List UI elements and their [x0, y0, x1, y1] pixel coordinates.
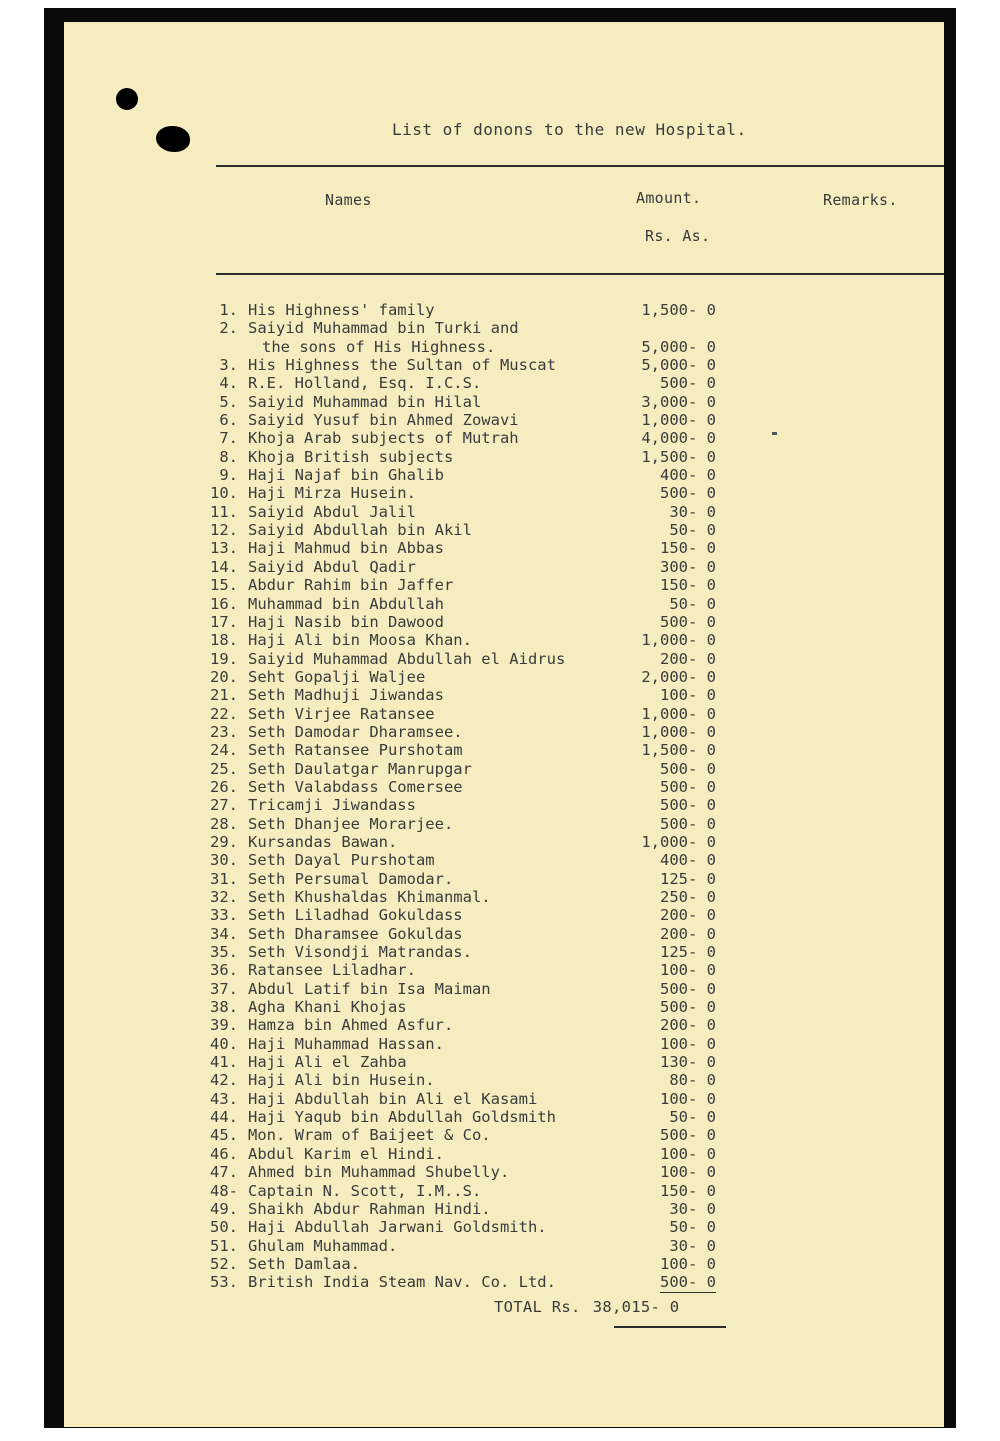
donor-number: 15.: [210, 576, 238, 595]
donor-name: Haji Mahmud bin Abbas: [248, 539, 444, 558]
donor-row: [210, 851, 730, 869]
donor-amount: 1,000- 0: [641, 704, 716, 723]
donor-row: [210, 301, 730, 319]
donor-number: 45.: [210, 1126, 238, 1145]
donor-amount: 50- 0: [669, 594, 716, 613]
donor-amount: 200- 0: [660, 1016, 716, 1035]
donor-row: [210, 1053, 730, 1071]
donor-number: 13.: [210, 539, 238, 558]
donor-row: [210, 1255, 730, 1273]
punch-hole: [116, 88, 138, 110]
donor-row: [210, 393, 730, 411]
donor-name: Haji Ali el Zahba: [248, 1053, 407, 1072]
donor-amount: 400- 0: [660, 466, 716, 485]
donor-row: [210, 558, 730, 576]
donor-number: 18.: [210, 631, 238, 650]
donor-row: [210, 521, 730, 539]
donor-row: [210, 576, 730, 594]
donor-number: 27.: [210, 796, 238, 815]
donor-row: [210, 484, 730, 502]
donor-amount: 5,000- 0: [641, 356, 716, 375]
donor-row: [210, 613, 730, 631]
header-rule-bottom: [216, 273, 944, 275]
donor-number: 41.: [210, 1053, 238, 1072]
donor-amount: 30- 0: [669, 502, 716, 521]
donor-row: [210, 686, 730, 704]
donor-number: 26.: [210, 777, 238, 796]
donor-name: Captain N. Scott, I.M..S.: [248, 1181, 482, 1200]
donor-name: Seth Visondji Matrandas.: [248, 943, 472, 962]
donor-name: Seth Liladhad Gokuldass: [248, 906, 463, 925]
donor-number: 4.: [219, 374, 238, 393]
donor-name: Muhammad bin Abdullah: [248, 594, 444, 613]
donor-name: Haji Muhammad Hassan.: [248, 1034, 444, 1053]
donor-amount: 3,000- 0: [641, 392, 716, 411]
header-rule-top: [216, 165, 944, 167]
donor-number: 53.: [210, 1273, 238, 1292]
donor-row: [210, 650, 730, 668]
donor-name: Seth Ratansee Purshotam: [248, 741, 463, 760]
donor-name: Seth Dharamsee Gokuldas: [248, 924, 463, 943]
donor-name: Saiyid Abdul Jalil: [248, 502, 416, 521]
donor-row: [210, 631, 730, 649]
column-header-remarks: Remarks.: [823, 191, 898, 209]
donor-number: 24.: [210, 741, 238, 760]
donor-amount: 100- 0: [660, 961, 716, 980]
donor-amount: 500- 0: [660, 484, 716, 503]
donor-name: Saiyid Muhammad Abdullah el Aidrus: [248, 649, 566, 668]
donor-name: Hamza bin Ahmed Asfur.: [248, 1016, 454, 1035]
donor-amount: 100- 0: [660, 1254, 716, 1273]
donor-name: Seth Damlaa.: [248, 1254, 360, 1273]
donor-amount: 130- 0: [660, 1053, 716, 1072]
donor-amount: 5,000- 0: [641, 337, 716, 356]
donor-row: [210, 980, 730, 998]
donor-name: Haji Yaqub bin Abdullah Goldsmith: [248, 1108, 556, 1127]
donor-row: [210, 778, 730, 796]
donor-list: [210, 301, 730, 1292]
donor-amount: 500- 0: [660, 814, 716, 833]
donor-amount: 200- 0: [660, 906, 716, 925]
donor-amount: 500- 0: [660, 1126, 716, 1145]
total-underline: [614, 1326, 726, 1328]
donor-number: 3.: [219, 356, 238, 375]
donor-name: Kursandas Bawan.: [248, 832, 398, 851]
donor-amount: 100- 0: [660, 1034, 716, 1053]
donor-number: 37.: [210, 979, 238, 998]
total-line: [494, 1298, 679, 1316]
donor-amount: 250- 0: [660, 888, 716, 906]
donor-number: 49.: [210, 1199, 238, 1218]
donor-amount: 50- 0: [669, 521, 716, 540]
donor-amount: 500- 0: [660, 796, 716, 815]
donor-name: His Highness' family: [248, 301, 435, 319]
donor-number: 29.: [210, 832, 238, 851]
donor-row: [210, 1035, 730, 1053]
donor-row: [210, 1237, 730, 1255]
total-label: TOTAL Rs.: [494, 1298, 581, 1316]
donor-amount: 200- 0: [660, 649, 716, 668]
donor-number: 40.: [210, 1034, 238, 1053]
donor-name: Mon. Wram of Baijeet & Co.: [248, 1126, 491, 1145]
donor-amount: 500- 0: [660, 759, 716, 778]
donor-amount: 400- 0: [660, 851, 716, 870]
donor-name: Khoja Arab subjects of Mutrah: [248, 429, 519, 448]
donor-amount: 50- 0: [669, 1108, 716, 1127]
donor-number: 38.: [210, 998, 238, 1017]
donor-name: Seht Gopalji Waljee: [248, 667, 426, 686]
donor-name: Seth Valabdass Comersee: [248, 777, 463, 796]
donor-amount: 500- 0: [660, 777, 716, 796]
donor-name: Ghulam Muhammad.: [248, 1236, 398, 1255]
donor-amount: 30- 0: [669, 1199, 716, 1218]
donor-row: [210, 723, 730, 741]
donor-amount: 100- 0: [660, 1089, 716, 1108]
donor-name: Agha Khani Khojas: [248, 998, 407, 1017]
donor-number: 30.: [210, 851, 238, 870]
donor-amount: 1,500- 0: [641, 301, 716, 319]
donor-name: Shaikh Abdur Rahman Hindi.: [248, 1199, 491, 1218]
donor-row: [210, 741, 730, 759]
donor-row: [210, 705, 730, 723]
donor-name: His Highness the Sultan of Muscat: [248, 356, 556, 375]
donor-row: [210, 1273, 730, 1291]
donor-number: 46.: [210, 1144, 238, 1163]
donor-row: [210, 925, 730, 943]
donor-number: 28.: [210, 814, 238, 833]
donor-row: [210, 338, 730, 356]
donor-amount: 150- 0: [660, 1181, 716, 1200]
donor-name: Haji Nasib bin Dawood: [248, 612, 444, 631]
total-value: 38,015- 0: [592, 1298, 680, 1316]
donor-row: [210, 1108, 730, 1126]
donor-amount: 1,500- 0: [641, 741, 716, 760]
donor-amount: 500- 0: [660, 374, 716, 393]
donor-name: Seth Khushaldas Khimanmal.: [248, 888, 491, 906]
donor-row: [210, 668, 730, 686]
donor-amount: 1,500- 0: [641, 447, 716, 466]
donor-row: [210, 539, 730, 557]
donor-name: Seth Virjee Ratansee: [248, 704, 435, 723]
ink-mark: [772, 432, 777, 435]
donor-number: 20.: [210, 667, 238, 686]
donor-number: 14.: [210, 557, 238, 576]
donor-name: Ratansee Liladhar.: [248, 961, 416, 980]
donor-row: [210, 503, 730, 521]
donor-row: [210, 411, 730, 429]
donor-row: [210, 429, 730, 447]
donor-number: 16.: [210, 594, 238, 613]
donor-name: Haji Najaf bin Ghalib: [248, 466, 444, 485]
donor-number: 33.: [210, 906, 238, 925]
donor-number: 12.: [210, 521, 238, 540]
donor-name: Saiyid Abdul Qadir: [248, 557, 416, 576]
donor-row: [210, 1071, 730, 1089]
donor-amount: 100- 0: [660, 686, 716, 705]
donor-number: 48-: [210, 1181, 238, 1200]
donor-name: Saiyid Yusuf bin Ahmed Zowavi: [248, 411, 519, 430]
donor-amount: 100- 0: [660, 1163, 716, 1182]
donor-amount: 4,000- 0: [641, 429, 716, 448]
donor-number: 23.: [210, 722, 238, 741]
donor-number: 50.: [210, 1218, 238, 1237]
donor-name: Saiyid Muhammad bin Hilal: [248, 392, 482, 411]
donor-name: Seth Dayal Purshotam: [248, 851, 435, 870]
donor-row: [210, 998, 730, 1016]
donor-amount: 500- 0: [660, 998, 716, 1017]
donor-name: Abdur Rahim bin Jaffer: [248, 576, 454, 595]
document-page: [64, 22, 944, 1427]
donor-row: [210, 760, 730, 778]
donor-name: Seth Damodar Dharamsee.: [248, 722, 463, 741]
donor-number: 47.: [210, 1163, 238, 1182]
donor-row: [210, 466, 730, 484]
donor-amount: 500- 0: [660, 612, 716, 631]
donor-row: [210, 1126, 730, 1144]
donor-amount: 125- 0: [660, 943, 716, 962]
donor-amount: 100- 0: [660, 1144, 716, 1163]
donor-row: [210, 815, 730, 833]
donor-row: [210, 595, 730, 613]
donor-amount: 1,000- 0: [641, 832, 716, 851]
donor-number: 34.: [210, 924, 238, 943]
donor-amount: 1,000- 0: [641, 631, 716, 650]
donor-amount: 300- 0: [660, 557, 716, 576]
donor-row: [210, 1182, 730, 1200]
donor-name: British India Steam Nav. Co. Ltd.: [248, 1273, 556, 1292]
donor-number: 39.: [210, 1016, 238, 1035]
donor-number: 11.: [210, 502, 238, 521]
donor-row: [210, 1200, 730, 1218]
donor-name: Seth Dhanjee Morarjee.: [248, 814, 454, 833]
donor-row: [210, 1016, 730, 1034]
donor-row: [210, 961, 730, 979]
donor-name: Haji Abdullah Jarwani Goldsmith.: [248, 1218, 547, 1237]
donor-row: [210, 906, 730, 924]
donor-number: 19.: [210, 649, 238, 668]
donor-number: 25.: [210, 759, 238, 778]
donor-number: 17.: [210, 612, 238, 631]
donor-number: 9.: [219, 466, 238, 485]
donor-row: [210, 888, 730, 906]
donor-row: [210, 319, 730, 337]
donor-name: Seth Daulatgar Manrupgar: [248, 759, 472, 778]
donor-name: Saiyid Abdullah bin Akil: [248, 521, 472, 540]
donor-name: Seth Persumal Damodar.: [248, 869, 454, 888]
donor-name: R.E. Holland, Esq. I.C.S.: [248, 374, 482, 393]
donor-amount: 500- 0: [660, 979, 716, 998]
donor-amount: 125- 0: [660, 869, 716, 888]
donor-number: 2.: [219, 319, 238, 338]
donor-row: [210, 796, 730, 814]
donor-number: 51.: [210, 1236, 238, 1255]
donor-row: [210, 1218, 730, 1236]
donor-name: Khoja British subjects: [248, 447, 454, 466]
document-title: List of donons to the new Hospital.: [392, 120, 747, 139]
donor-amount: 30- 0: [669, 1236, 716, 1255]
donor-amount: 150- 0: [660, 576, 716, 595]
donor-row: [210, 833, 730, 851]
donor-amount: 1,000- 0: [641, 411, 716, 430]
donor-name: Seth Madhuji Jiwandas: [248, 686, 444, 705]
donor-name: Haji Mirza Husein.: [248, 484, 416, 503]
column-header-currency: Rs. As.: [645, 227, 711, 245]
donor-row: [210, 448, 730, 466]
donor-amount: 200- 0: [660, 924, 716, 943]
donor-row: [210, 1163, 730, 1181]
donor-number: 43.: [210, 1089, 238, 1108]
donor-number: 6.: [219, 411, 238, 430]
donor-row: [210, 943, 730, 961]
donor-number: 52.: [210, 1254, 238, 1273]
donor-number: 42.: [210, 1071, 238, 1090]
donor-number: 36.: [210, 961, 238, 980]
donor-name: Haji Ali bin Husein.: [248, 1071, 435, 1090]
donor-row: [210, 870, 730, 888]
donor-name: Abdul Karim el Hindi.: [248, 1144, 444, 1163]
donor-number: 1.: [219, 301, 238, 319]
column-header-amount: Amount.: [636, 189, 702, 207]
donor-row: [210, 356, 730, 374]
donor-number: 7.: [219, 429, 238, 448]
donor-number: 35.: [210, 943, 238, 962]
donor-name: Abdul Latif bin Isa Maiman: [248, 979, 491, 998]
donor-name: Saiyid Muhammad bin Turki and: [248, 319, 519, 338]
donor-amount: 50- 0: [669, 1218, 716, 1237]
donor-number: 5.: [219, 392, 238, 411]
donor-name: the sons of His Highness.: [262, 337, 496, 356]
donor-number: 22.: [210, 704, 238, 723]
donor-number: 31.: [210, 869, 238, 888]
donor-row: [210, 1090, 730, 1108]
column-header-names: Names: [325, 191, 372, 209]
donor-name: Haji Abdullah bin Ali el Kasami: [248, 1089, 538, 1108]
donor-number: 44.: [210, 1108, 238, 1127]
donor-amount: 1,000- 0: [641, 722, 716, 741]
donor-number: 10.: [210, 484, 238, 503]
donor-amount: 500- 0: [660, 1273, 716, 1292]
donor-amount: 2,000- 0: [641, 667, 716, 686]
donor-row: [210, 374, 730, 392]
donor-amount: 80- 0: [669, 1071, 716, 1090]
donor-name: Haji Ali bin Moosa Khan.: [248, 631, 472, 650]
donor-row: [210, 1145, 730, 1163]
donor-name: Ahmed bin Muhammad Shubelly.: [248, 1163, 510, 1182]
donor-number: 8.: [219, 447, 238, 466]
donor-name: Tricamji Jiwandass: [248, 796, 416, 815]
donor-amount: 150- 0: [660, 539, 716, 558]
donor-number: 32.: [210, 888, 238, 906]
donor-number: 21.: [210, 686, 238, 705]
